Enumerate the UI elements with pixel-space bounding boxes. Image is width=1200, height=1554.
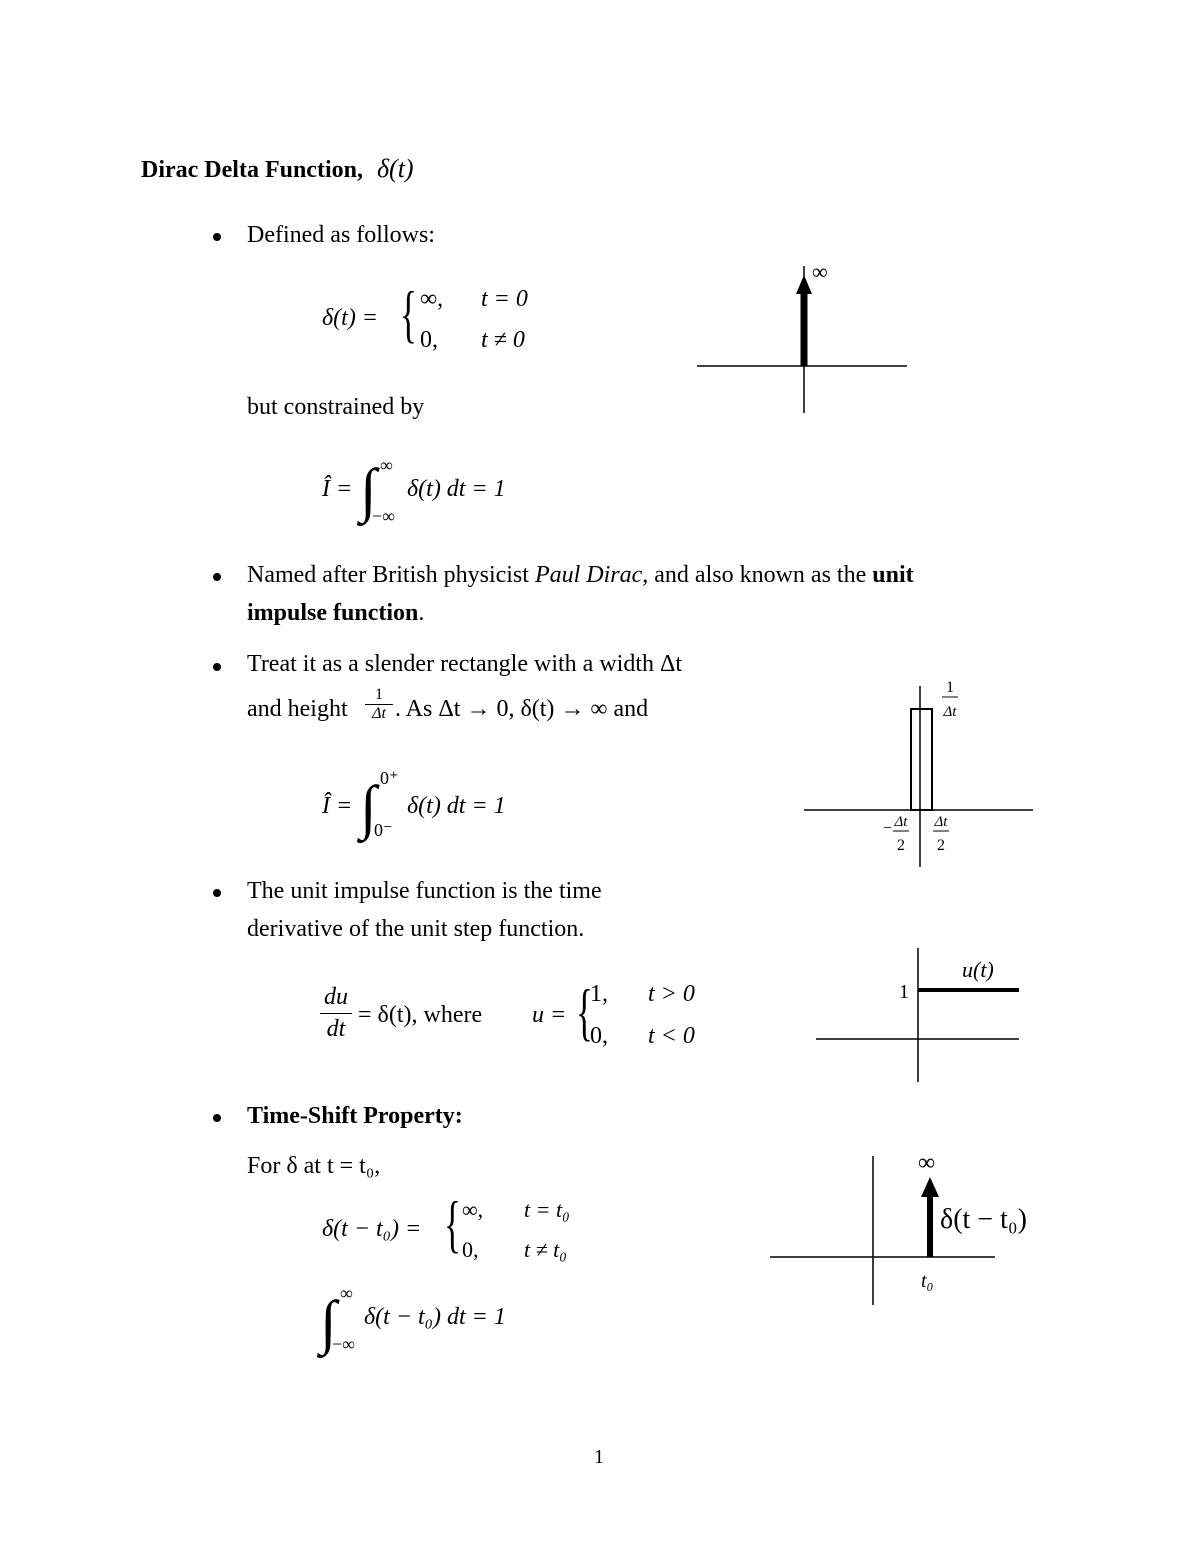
u-case2-condition: t < 0	[648, 1023, 695, 1049]
integral2-body: δ(t) dt = 1	[407, 793, 506, 819]
right-label-den: 2	[937, 837, 945, 854]
bullet5-heading: Time-Shift Property:	[247, 1103, 463, 1129]
left-label-num: Δt	[894, 814, 908, 830]
top-label-den: Δt	[943, 704, 957, 720]
title-symbol: δ(t)	[376, 154, 414, 183]
fraction-numerator: 1	[375, 686, 383, 703]
shifted-inf-label: ∞	[918, 1150, 936, 1176]
constraint-text: but constrained by	[247, 394, 425, 420]
integral-lower: −∞	[372, 506, 395, 526]
delta-def-lhs: δ(t) =	[322, 305, 379, 331]
integral3-body: δ(t − t₀) dt = 1	[364, 1304, 506, 1330]
integral3-upper: ∞	[340, 1283, 353, 1303]
bullet1-text: Defined as follows:	[247, 222, 435, 248]
bullet3-line1: Treat it as a slender rectangle with a width Δt	[247, 651, 683, 677]
shift-case2-value: 0,	[462, 1237, 479, 1262]
integral-body: δ(t) dt = 1	[407, 476, 506, 502]
integral-lhs: Î =	[322, 476, 353, 502]
bullet2-bold2: impulse function	[247, 600, 419, 626]
fraction-denominator: Δt	[372, 705, 386, 722]
case2-condition: t ≠ 0	[481, 327, 525, 353]
integral3-lower: −∞	[332, 1334, 355, 1354]
derivative-den: dt	[326, 1016, 346, 1042]
u-case1-value: 1,	[590, 981, 608, 1007]
bullet3-line2-pre: and height	[247, 696, 348, 722]
bullet2-name: Paul Dirac,	[534, 562, 649, 588]
left-label-den: 2	[897, 837, 905, 854]
top-label-num: 1	[946, 679, 954, 696]
step-label: u(t)	[962, 957, 994, 982]
shift-case1-value: ∞,	[462, 1197, 484, 1222]
integral2-upper: 0⁺	[380, 768, 399, 788]
step-one-label: 1	[899, 981, 909, 1003]
brace-symbol: {	[576, 976, 593, 1047]
integral3-sign: ∫	[320, 1289, 337, 1355]
bullet2-bold1: unit	[872, 562, 914, 588]
bullet2-end: .	[418, 600, 425, 626]
right-label-num: Δt	[934, 814, 948, 830]
bullet5-for-line: For δ at t = t₀,	[247, 1153, 381, 1179]
u-eq: u =	[532, 1002, 567, 1028]
brace-symbol: {	[444, 1188, 461, 1259]
integral2-lhs: Î =	[322, 793, 353, 819]
integral2-lower: 0⁻	[374, 820, 393, 840]
page-number: 1	[594, 1446, 604, 1468]
brace-symbol: {	[400, 278, 417, 349]
impulse-label: ∞	[812, 259, 828, 284]
shift-case1-condition: t = t₀	[524, 1197, 570, 1222]
shift-case2-condition: t ≠ t₀	[524, 1237, 567, 1262]
integral-upper: ∞	[380, 455, 393, 475]
case1-condition: t = 0	[481, 286, 528, 312]
bullet4-line1: The unit impulse function is the time	[247, 878, 602, 904]
case1-value: ∞,	[420, 286, 444, 312]
title-text: Dirac Delta Function,	[141, 157, 363, 183]
bullet2-mid: and also known as the	[654, 562, 867, 588]
shifted-delta-label: δ(t − t₀)	[940, 1204, 1027, 1235]
shifted-arrow-head	[921, 1177, 939, 1197]
bullet4-line2: derivative of the unit step function.	[247, 916, 585, 942]
t0-label: t₀	[921, 1270, 934, 1292]
integral-sign: ∫	[360, 457, 377, 523]
bullet2-pre: Named after British physicist	[247, 562, 529, 588]
derivative-eq: = δ(t), where	[358, 1002, 483, 1028]
bullet3-line2-post: . As Δt → 0, δ(t) → ∞ and	[395, 696, 649, 722]
derivative-num: du	[324, 984, 348, 1010]
u-case1-condition: t > 0	[648, 981, 695, 1007]
integral2-sign: ∫	[360, 774, 377, 840]
u-case2-value: 0,	[590, 1023, 608, 1049]
shift-def-lhs: δ(t − t₀) =	[322, 1216, 422, 1242]
case2-value: 0,	[420, 327, 438, 353]
left-label-sign: −	[883, 820, 893, 837]
